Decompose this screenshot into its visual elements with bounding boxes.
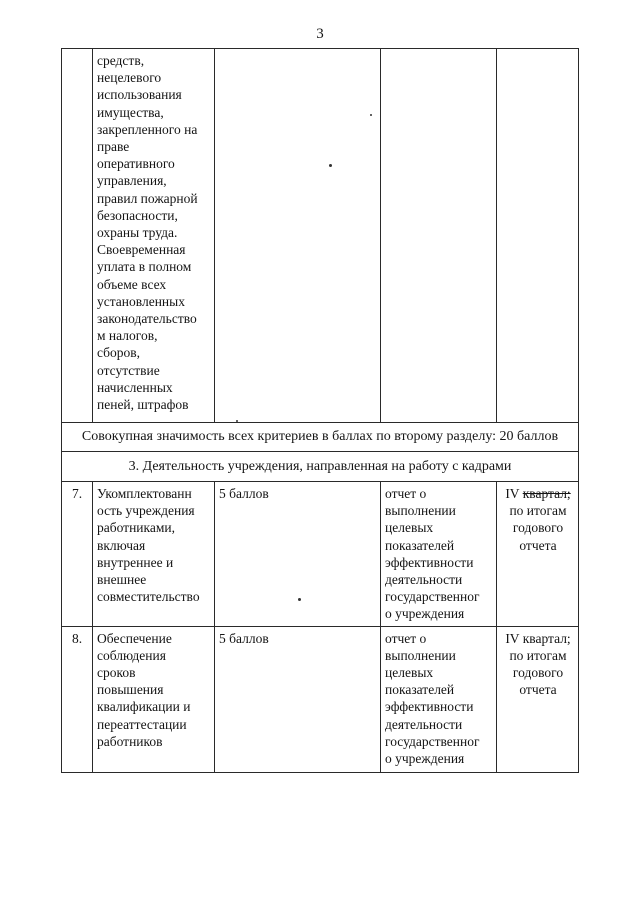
period-cell	[497, 49, 579, 423]
scan-speck	[236, 420, 238, 422]
period-prefix: IV	[505, 486, 523, 501]
scan-speck	[370, 114, 372, 116]
scan-speck	[298, 598, 301, 601]
criterion-cell: средств, нецелевого использования имущества, закрепленного на праве оперативного управления, правил пожарной безопасности, охраны труда. Своевременная уплата в полном объеме всех установленных законодательство м налогов, сборов, отсутствие начисленных пеней, штрафов	[93, 49, 215, 423]
row-number-cell	[62, 49, 93, 423]
points-cell: 5 баллов	[215, 626, 381, 772]
section3-title: 3. Деятельность учреждения, направленная на работу с кадрами	[62, 452, 579, 482]
criterion-cell: Обеспечение соблюдения сроков повышения квалификации и переаттестации работников	[93, 626, 215, 772]
table-row	[62, 626, 579, 772]
period-cell	[497, 626, 579, 772]
section2-total: Совокупная значимость всех критериев в баллах по второму разделу: 20 баллов	[62, 423, 579, 452]
criteria-table	[61, 48, 579, 773]
points-cell: 5 баллов	[215, 482, 381, 627]
scan-speck	[329, 164, 332, 167]
period-struck-text: квартал;	[522, 486, 571, 501]
table-row	[62, 49, 579, 423]
row-number-cell: 7.	[62, 482, 93, 627]
period-rest: квартал; по итогам годового отчета	[509, 630, 571, 698]
table-row	[62, 482, 579, 627]
report-cell: отчет о выполнении целевых показателей эффективности деятельности государственног о учреждения	[381, 626, 497, 772]
section-total-row	[62, 423, 579, 452]
period-prefix: IV	[505, 630, 523, 646]
period-cell	[497, 482, 579, 627]
criterion-cell: Укомплектованн ость учреждения работниками, включая внутреннее и внешнее совместительство	[93, 482, 215, 627]
report-cell: отчет о выполнении целевых показателей эффективности деятельности государственног о учреждения	[381, 482, 497, 627]
section-title-row	[62, 452, 579, 482]
report-cell	[381, 49, 497, 423]
period-rest: по итогам годового отчета	[509, 503, 567, 553]
row-number-cell: 8.	[62, 626, 93, 772]
points-cell	[215, 49, 381, 423]
page-number: 3	[316, 26, 324, 42]
